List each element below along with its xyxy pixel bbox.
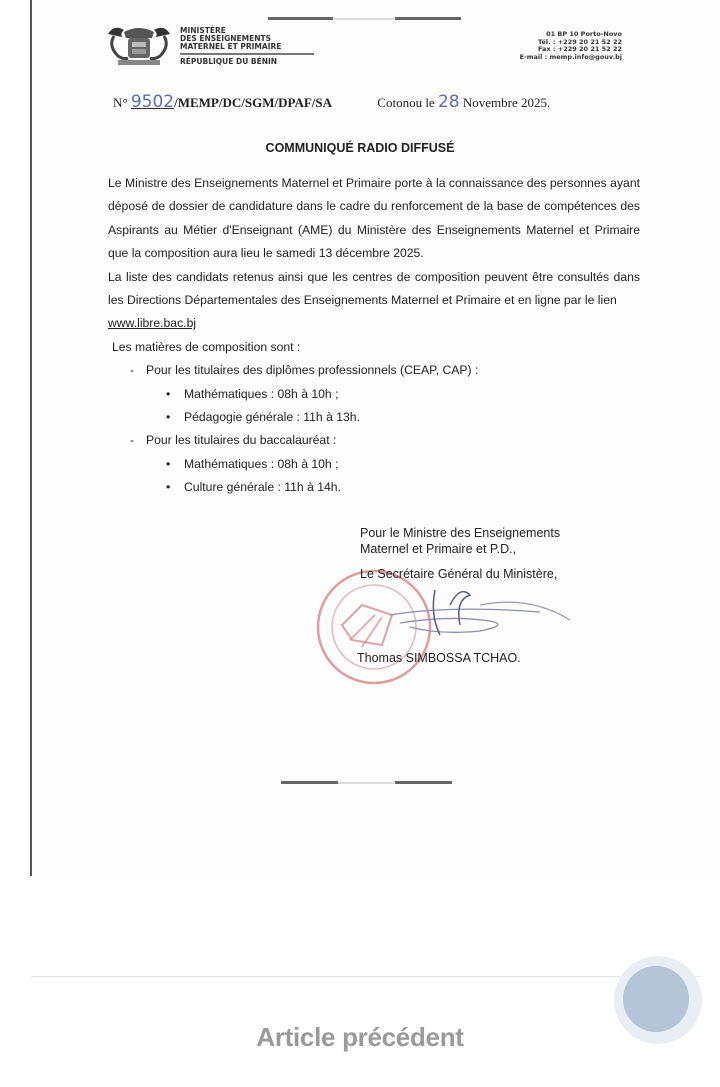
paragraph: La liste des candidats retenus ainsi que les centres de composition peuvent être consultés dans les Directions Départementales des Enseignements Maternel et Primaire et en ligne par le lien <box>108 269 640 308</box>
ministry-rule <box>180 53 314 55</box>
contact-block <box>520 31 622 61</box>
paragraph: Le Ministre des Enseignements Maternel et Primaire porte à la connaissance des personnes ayant déposé de dossier de candidature dans le cadre du renforcement de la base de compétences des Aspirants au Métier d'Enseignant (AME) du Ministère des Enseignements Maternel et Primaire que la composition aura lieu le samedi 13 décembre 2025. <box>108 176 640 261</box>
ref-prefix: N° <box>113 95 128 110</box>
ministry-header <box>180 27 314 66</box>
ministry-line: MINISTÈRE <box>180 26 226 35</box>
ref-number: 9502 <box>130 92 175 112</box>
subject-item: • Mathématiques : 08h à 10h ; <box>166 453 640 476</box>
floating-action-button[interactable] <box>623 966 689 1032</box>
bottom-bar-left <box>281 781 338 784</box>
ministry-line: MATERNEL ET PRIMAIRE <box>180 42 282 51</box>
document-title: COMMUNIQUÉ RADIO DIFFUSÉ <box>265 141 455 155</box>
contact-line: Tél. : +229 20 21 52 22 <box>537 37 622 46</box>
bottom-bar-right <box>395 781 452 784</box>
document-body <box>108 172 640 500</box>
footer-divider <box>31 976 700 977</box>
group-label: - Pour les titulaires des diplômes professionnels (CEAP, CAP) : <box>130 359 640 382</box>
signatory-name: Thomas SIMBOSSA TCHAO. <box>357 651 521 665</box>
previous-article-link[interactable]: Article précédent <box>256 1022 464 1052</box>
subject-item: • Culture générale : 11h à 14h. <box>166 476 640 499</box>
signature-line: Le Secrétaire Général du Ministère, <box>360 567 558 581</box>
ref-code: /MEMP/DC/SGM/DPAF/SA <box>174 95 333 110</box>
subjects-intro: Les matières de composition sont : <box>112 339 301 354</box>
results-link[interactable]: www.libre.bac.bj <box>108 316 197 331</box>
contact-line: Fax : +229 20 21 52 22 <box>537 45 622 53</box>
subject-item: • Mathématiques : 08h à 10h ; <box>166 383 640 406</box>
top-bar-mid <box>333 18 395 20</box>
subject-item: • Pédagogie générale : 11h à 13h. <box>166 406 640 429</box>
bottom-bar-mid <box>338 782 395 784</box>
ministry-line: DES ENSEIGNEMENTS <box>180 34 272 43</box>
reference-line <box>113 92 550 112</box>
ref-day: 28 <box>437 92 460 112</box>
coat-of-arms-icon <box>104 22 174 70</box>
signature-line: Maternel et Primaire et P.D., <box>360 542 517 556</box>
country-name: RÉPUBLIQUE DU BÉNIN <box>180 57 278 66</box>
handwritten-signature-icon <box>380 585 580 645</box>
group-label: - Pour les titulaires du baccalauréat : <box>130 429 640 452</box>
top-bar-left <box>268 17 333 20</box>
signature-line: Pour le Ministre des Enseignements <box>360 526 561 540</box>
ref-city: Cotonou le <box>377 95 435 110</box>
signature-block <box>360 525 560 582</box>
ref-month-year: Novembre 2025. <box>462 95 551 110</box>
top-bar-right <box>395 17 461 20</box>
contact-line: E-mail : memp.info@gouv.bj <box>519 52 622 61</box>
contact-line: 01 BP 10 Porto-Novo <box>546 30 622 38</box>
